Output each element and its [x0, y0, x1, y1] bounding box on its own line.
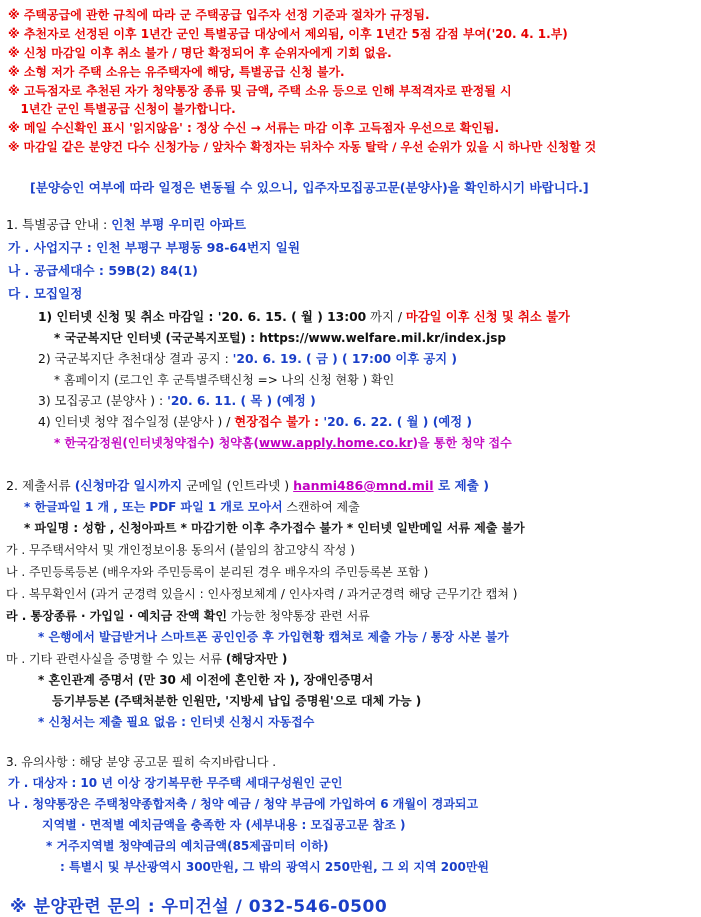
section-1-heading: 1. 특별공급 안내 : 인천 부평 우미린 아파트 [6, 217, 247, 232]
s2-note-2: * 파일명 : 성함 , 신청아파트 * 마감기한 이후 추가접수 불가 * 인터넷 일반메일 서류 제출 불가 [24, 521, 525, 535]
s2-ma-note-3: * 신청서는 제출 필요 없음 : 인터넷 신청시 자동접수 [38, 715, 315, 729]
s2-ma: 마 . 기타 관련사실을 증명할 수 있는 서류 (해당자만 ) [6, 652, 288, 666]
s3-na-3: * 거주지역별 청약예금의 예치금액(85제곱미터 이하) [46, 839, 329, 853]
section-3-heading: 3. 유의사항 : 해당 분양 공고문 필히 숙지바랍니다 . [6, 755, 277, 769]
schedule-item-3: 3) 모집공고 (분양사 ) : '20. 6. 11. ( 목 ) (예정 ) [38, 394, 316, 408]
notice-6: 1년간 군인 특별공급 신청이 불가합니다. [8, 102, 236, 116]
s2-na: 나 . 주민등록등본 (배우자와 주민등록이 분리된 경우 배우자의 주민등록본 포함 ) [6, 565, 429, 579]
schedule-item-4: 4) 인터넷 청약 접수일정 (분양사 ) / 현장접수 불가 : '20. 6. 22. ( 월 ) (예정 ) [38, 415, 472, 429]
s1-na: 나 . 공급세대수 : 59B(2) 84(1) [8, 263, 198, 278]
submission-email-link[interactable]: hanmi486@mnd.mil [293, 478, 434, 493]
s2-ma-note-1: * 혼인관계 증명서 (만 30 세 이전에 혼인한 자 ), 장애인증명서 [38, 673, 374, 687]
notice-1: ※ 주택공급에 관한 규칙에 따라 군 주택공급 입주자 선정 기준과 절차가 규정됨. [8, 8, 430, 22]
s1-da: 다 . 모집일정 [8, 286, 83, 301]
schedule-item-2: 2) 국군복지단 추천대상 결과 공지 : '20. 6. 19. ( 금 ) ( 17:00 이후 공지 ) [38, 352, 458, 366]
s2-ga: 가 . 무주택서약서 및 개인정보이용 동의서 (붙임의 참고양식 작성 ) [6, 543, 355, 557]
s3-na-2: 지역별 · 면적별 예치금액을 충족한 자 (세부내용 : 모집공고문 참조 ) [42, 818, 406, 832]
notice-4: ※ 소형 저가 주택 소유는 유주택자에 해당, 특별공급 신청 불가. [8, 65, 345, 79]
notice-3: ※ 신청 마감일 이후 취소 불가 / 명단 확정되어 후 순위자에게 기회 없음. [8, 46, 392, 60]
apartment-title: 인천 부평 우미린 아파트 [111, 217, 247, 232]
apply-home-link[interactable]: www.apply.home.co.kr [258, 436, 413, 450]
notice-5: ※ 고득점자로 추천된 자가 청약통장 종류 및 금액, 주택 소유 등으로 인해 부적격자로 판정될 시 [8, 84, 512, 98]
s2-ma-note-2: 등기부등본 (주택처분한 인원만, '지방세 납입 증명원'으로 대체 가능 ) [52, 694, 422, 708]
section-2-heading: 2. 제출서류 (신청마감 일시까지 군메일 (인트라넷 ) hanmi486@mnd.mil 로 제출 ) [6, 478, 489, 493]
schedule-note-2: * 홈페이지 (로그인 후 군특별주택신청 => 나의 신청 현황 ) 확인 [54, 373, 395, 387]
notice-7: ※ 메일 수신확인 표시 '읽지않음' : 정상 수신 → 서류는 마감 이후 고득점자 우선으로 확인됨. [8, 121, 500, 135]
schedule-note-4: * 한국감정원(인터넷청약접수) 청약홈(www.apply.home.co.kr)을 통한 청약 접수 [54, 436, 512, 450]
schedule-notice: [분양승인 여부에 따라 일정은 변동될 수 있으니, 입주자모집공고문(분양사)을 확인하시기 바랍니다.] [30, 180, 589, 195]
schedule-item-1: 1) 인터넷 신청 및 취소 마감일 : '20. 6. 15. ( 월 ) 13:00 까지 / 마감일 이후 신청 및 취소 불가 [38, 310, 570, 324]
contact-info: ※ 분양관련 문의 : 우미건설 / 032-546-0500 [10, 897, 388, 917]
s2-ra: 라 . 통장종류 · 가입일 · 예치금 잔액 확인 가능한 청약통장 관련 서류 [6, 609, 370, 623]
s1-ga: 가 . 사업지구 : 인천 부평구 부평동 98-64번지 일원 [8, 240, 300, 255]
s3-na-1: 나 . 청약통장은 주택청약종합저축 / 청약 예금 / 청약 부금에 가입하여 6 개월이 경과되고 [8, 797, 479, 811]
s2-note-1: * 한글파일 1 개 , 또는 PDF 파일 1 개로 모아서 스캔하여 제출 [24, 500, 360, 514]
s3-na-4: : 특별시 및 부산광역시 300만원, 그 밖의 광역시 250만원, 그 외 지역 200만원 [60, 860, 489, 874]
s3-ga: 가 . 대상자 : 10 년 이상 장기복무한 무주택 세대구성원인 군인 [8, 776, 343, 790]
s2-ra-note: * 은행에서 발급받거나 스마트폰 공인인증 후 가입현황 캡쳐로 제출 가능 / 통장 사본 불가 [38, 630, 509, 644]
notice-2: ※ 추천자로 선정된 이후 1년간 군인 특별공급 대상에서 제외됨, 이후 1년간 5점 감점 부여('20. 4. 1.부) [8, 27, 568, 41]
schedule-note-1: * 국군복지단 인터넷 (국군복지포털) : https://www.welfare.mil.kr/index.jsp [54, 331, 506, 345]
notice-8: ※ 마감일 같은 분양건 다수 신청가능 / 앞차수 확정자는 뒤차수 자동 탈락 / 우선 순위가 있을 시 하나만 신청할 것 [8, 140, 597, 154]
s2-da: 다 . 복무확인서 (과거 군경력 있을시 : 인사정보체계 / 인사자력 / 과거군경력 해당 근무기간 캡쳐 ) [6, 587, 518, 601]
